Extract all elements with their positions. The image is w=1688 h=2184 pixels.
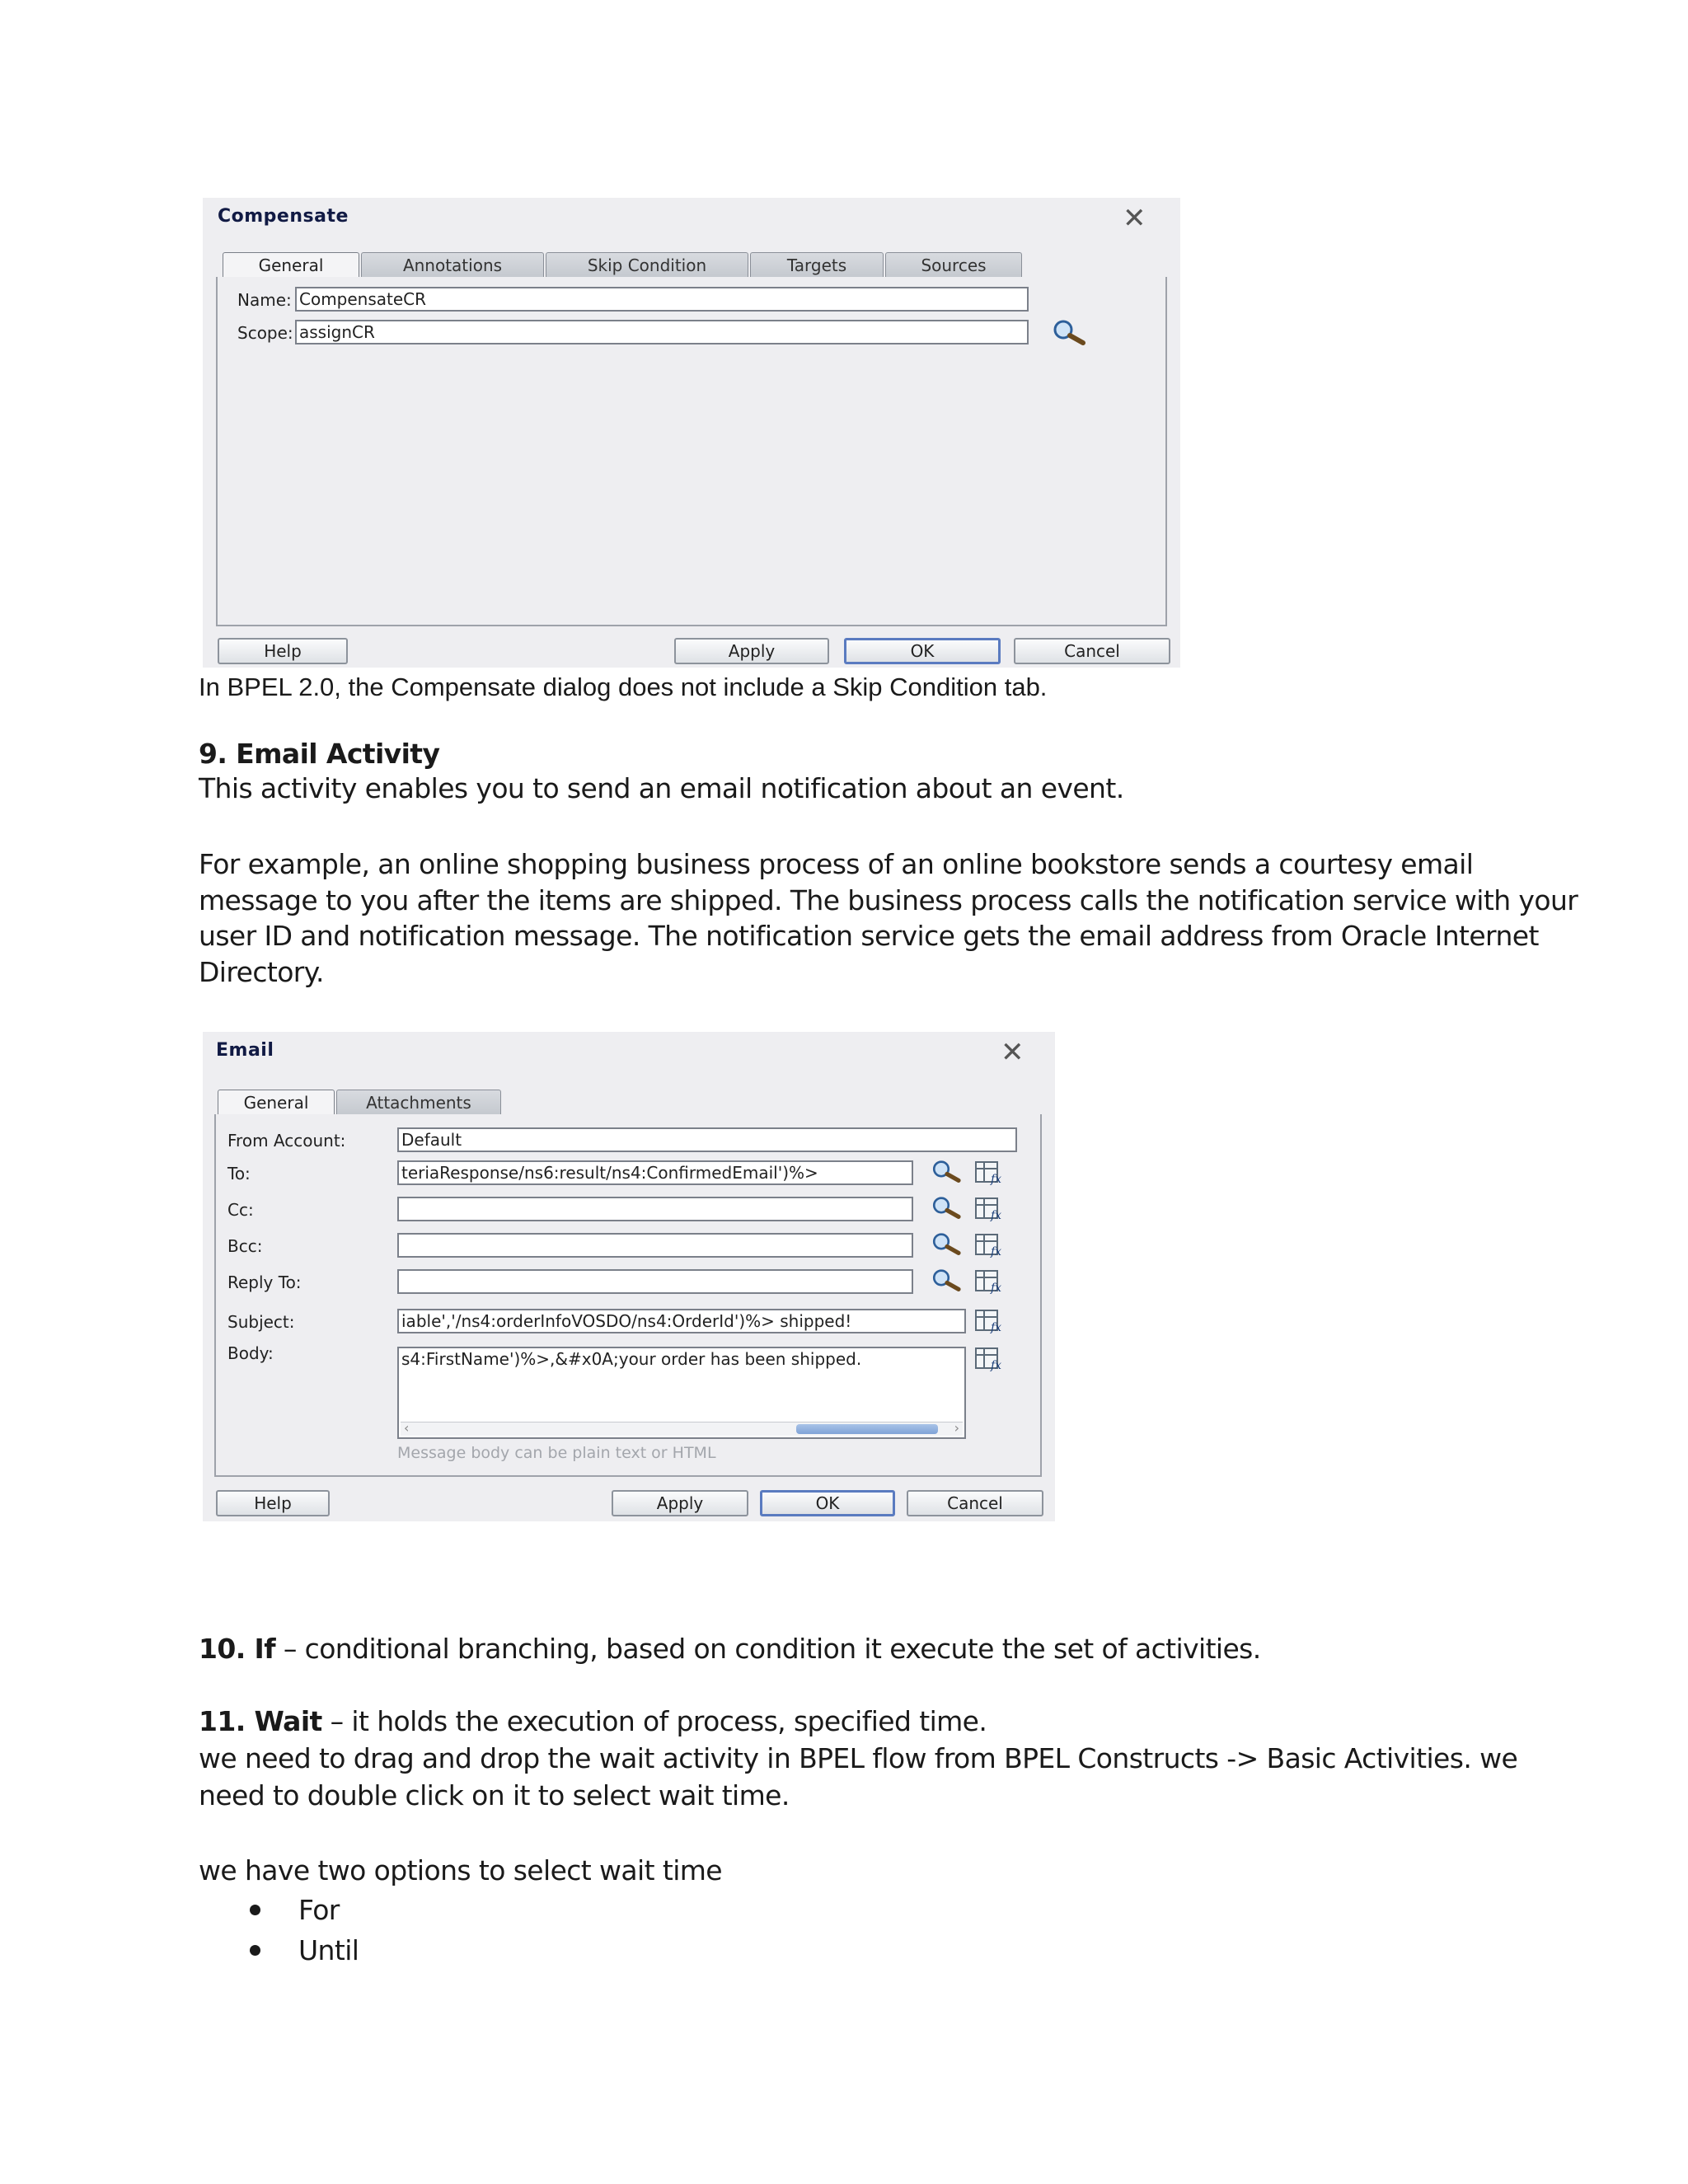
subject-label: Subject: [227,1312,295,1332]
close-icon[interactable]: ✕ [1123,202,1146,235]
tab-annotations[interactable]: Annotations [361,252,544,277]
expression-builder-icon[interactable] [974,1233,1007,1258]
expression-builder-icon[interactable] [974,1197,1007,1221]
expression-builder-icon[interactable] [974,1269,1007,1294]
dialog-title: Email [216,1040,274,1061]
if-text: – conditional branching, based on condition it execute the set of activities. [274,1633,1261,1665]
reply-to-field[interactable] [397,1269,913,1294]
apply-button[interactable]: Apply [612,1490,748,1516]
search-icon[interactable] [930,1159,964,1183]
ok-button[interactable]: OK [844,638,1001,664]
section-heading: 9. Email Activity [199,738,440,770]
tab-attachments[interactable]: Attachments [336,1090,501,1114]
search-icon[interactable] [930,1195,964,1220]
horizontal-scrollbar[interactable] [401,1422,963,1436]
svg-text:fx: fx [991,1173,1002,1185]
list-item: For [298,1894,340,1926]
cc-field[interactable] [397,1197,913,1221]
wait-heading: 11. Wait [199,1705,322,1737]
tab-general[interactable]: General [218,1090,335,1116]
tab-general[interactable]: General [223,252,359,279]
scroll-right-icon[interactable]: › [954,1420,959,1436]
help-button[interactable]: Help [218,638,348,664]
body-hint: Message body can be plain text or HTML [397,1444,716,1462]
search-icon[interactable] [930,1268,964,1292]
from-account-label: From Account: [227,1131,346,1151]
tab-strip [223,252,1047,277]
bullet-icon [250,1905,260,1915]
body-label: Body: [227,1343,274,1363]
tab-strip [218,1090,547,1114]
cancel-button[interactable]: Cancel [1014,638,1170,664]
to-label: To: [227,1164,251,1183]
expression-builder-icon[interactable] [974,1309,1007,1333]
scope-label: Scope: [237,323,293,343]
paragraph-line: need to double click on it to select wait time. [199,1779,790,1811]
dialog-caption: In BPEL 2.0, the Compensate dialog does not include a Skip Condition tab. [199,673,1048,701]
tab-sources[interactable]: Sources [885,252,1022,277]
cancel-button[interactable]: Cancel [907,1490,1043,1516]
svg-text:fx: fx [991,1359,1002,1371]
svg-text:fx: fx [991,1245,1002,1258]
paragraph-line: For example, an online shopping business process of an online bookstore sends a courtesy email [199,848,1474,880]
tab-targets[interactable]: Targets [750,252,884,277]
close-icon[interactable]: ✕ [1001,1036,1025,1069]
from-account-field[interactable]: Default [397,1127,1017,1152]
apply-button[interactable]: Apply [674,638,829,664]
paragraph-line: Directory. [199,956,324,988]
compensate-dialog [203,198,1180,668]
bullet-icon [250,1945,260,1956]
if-paragraph [199,1633,1261,1665]
to-field[interactable]: teriaResponse/ns6:result/ns4:ConfirmedEmail')%> [397,1160,913,1185]
help-button[interactable]: Help [216,1490,330,1516]
svg-text:fx: fx [991,1321,1002,1333]
general-panel [214,1114,1042,1477]
section-intro: This activity enables you to send an email notification about an event. [199,772,1124,804]
bcc-label: Bcc: [227,1236,263,1256]
paragraph-line: user ID and notification message. The notification service gets the email address from Oracle Internet [199,920,1539,952]
expression-builder-icon[interactable] [974,1160,1007,1185]
body-text: s4:FirstName')%>,&#x0A;your order has been shipped. [401,1349,862,1369]
wait-paragraph [199,1705,987,1737]
ok-button[interactable]: OK [760,1490,895,1516]
dialog-title: Compensate [218,206,349,227]
expression-builder-icon[interactable] [974,1347,1007,1371]
subject-field[interactable]: iable','/ns4:orderInfoVOSDO/ns4:OrderId')%> shipped! [397,1309,966,1333]
search-icon[interactable] [1050,318,1090,346]
if-heading: 10. If [199,1633,275,1665]
paragraph-line: we need to drag and drop the wait activity in BPEL flow from BPEL Constructs -> Basic Activities. we [199,1742,1518,1774]
general-panel [216,277,1167,626]
wait-text: – it holds the execution of process, specified time. [321,1705,987,1737]
name-field[interactable]: CompensateCR [295,287,1029,312]
bcc-field[interactable] [397,1233,913,1258]
body-textarea[interactable] [397,1347,966,1439]
tab-skip-condition[interactable]: Skip Condition [546,252,748,277]
scroll-left-icon[interactable]: ‹ [404,1420,410,1436]
search-icon[interactable] [930,1231,964,1256]
name-label: Name: [237,290,292,310]
options-intro: we have two options to select wait time [199,1854,723,1886]
email-dialog [203,1032,1055,1521]
scrollbar-thumb[interactable] [796,1424,938,1434]
paragraph-line: message to you after the items are shipped. The business process calls the notification service with your [199,884,1578,916]
scope-field[interactable]: assignCR [295,320,1029,344]
svg-text:fx: fx [991,1209,1002,1221]
reply-to-label: Reply To: [227,1272,302,1292]
cc-label: Cc: [227,1200,254,1220]
list-item: Until [298,1934,359,1966]
svg-text:fx: fx [991,1282,1002,1294]
